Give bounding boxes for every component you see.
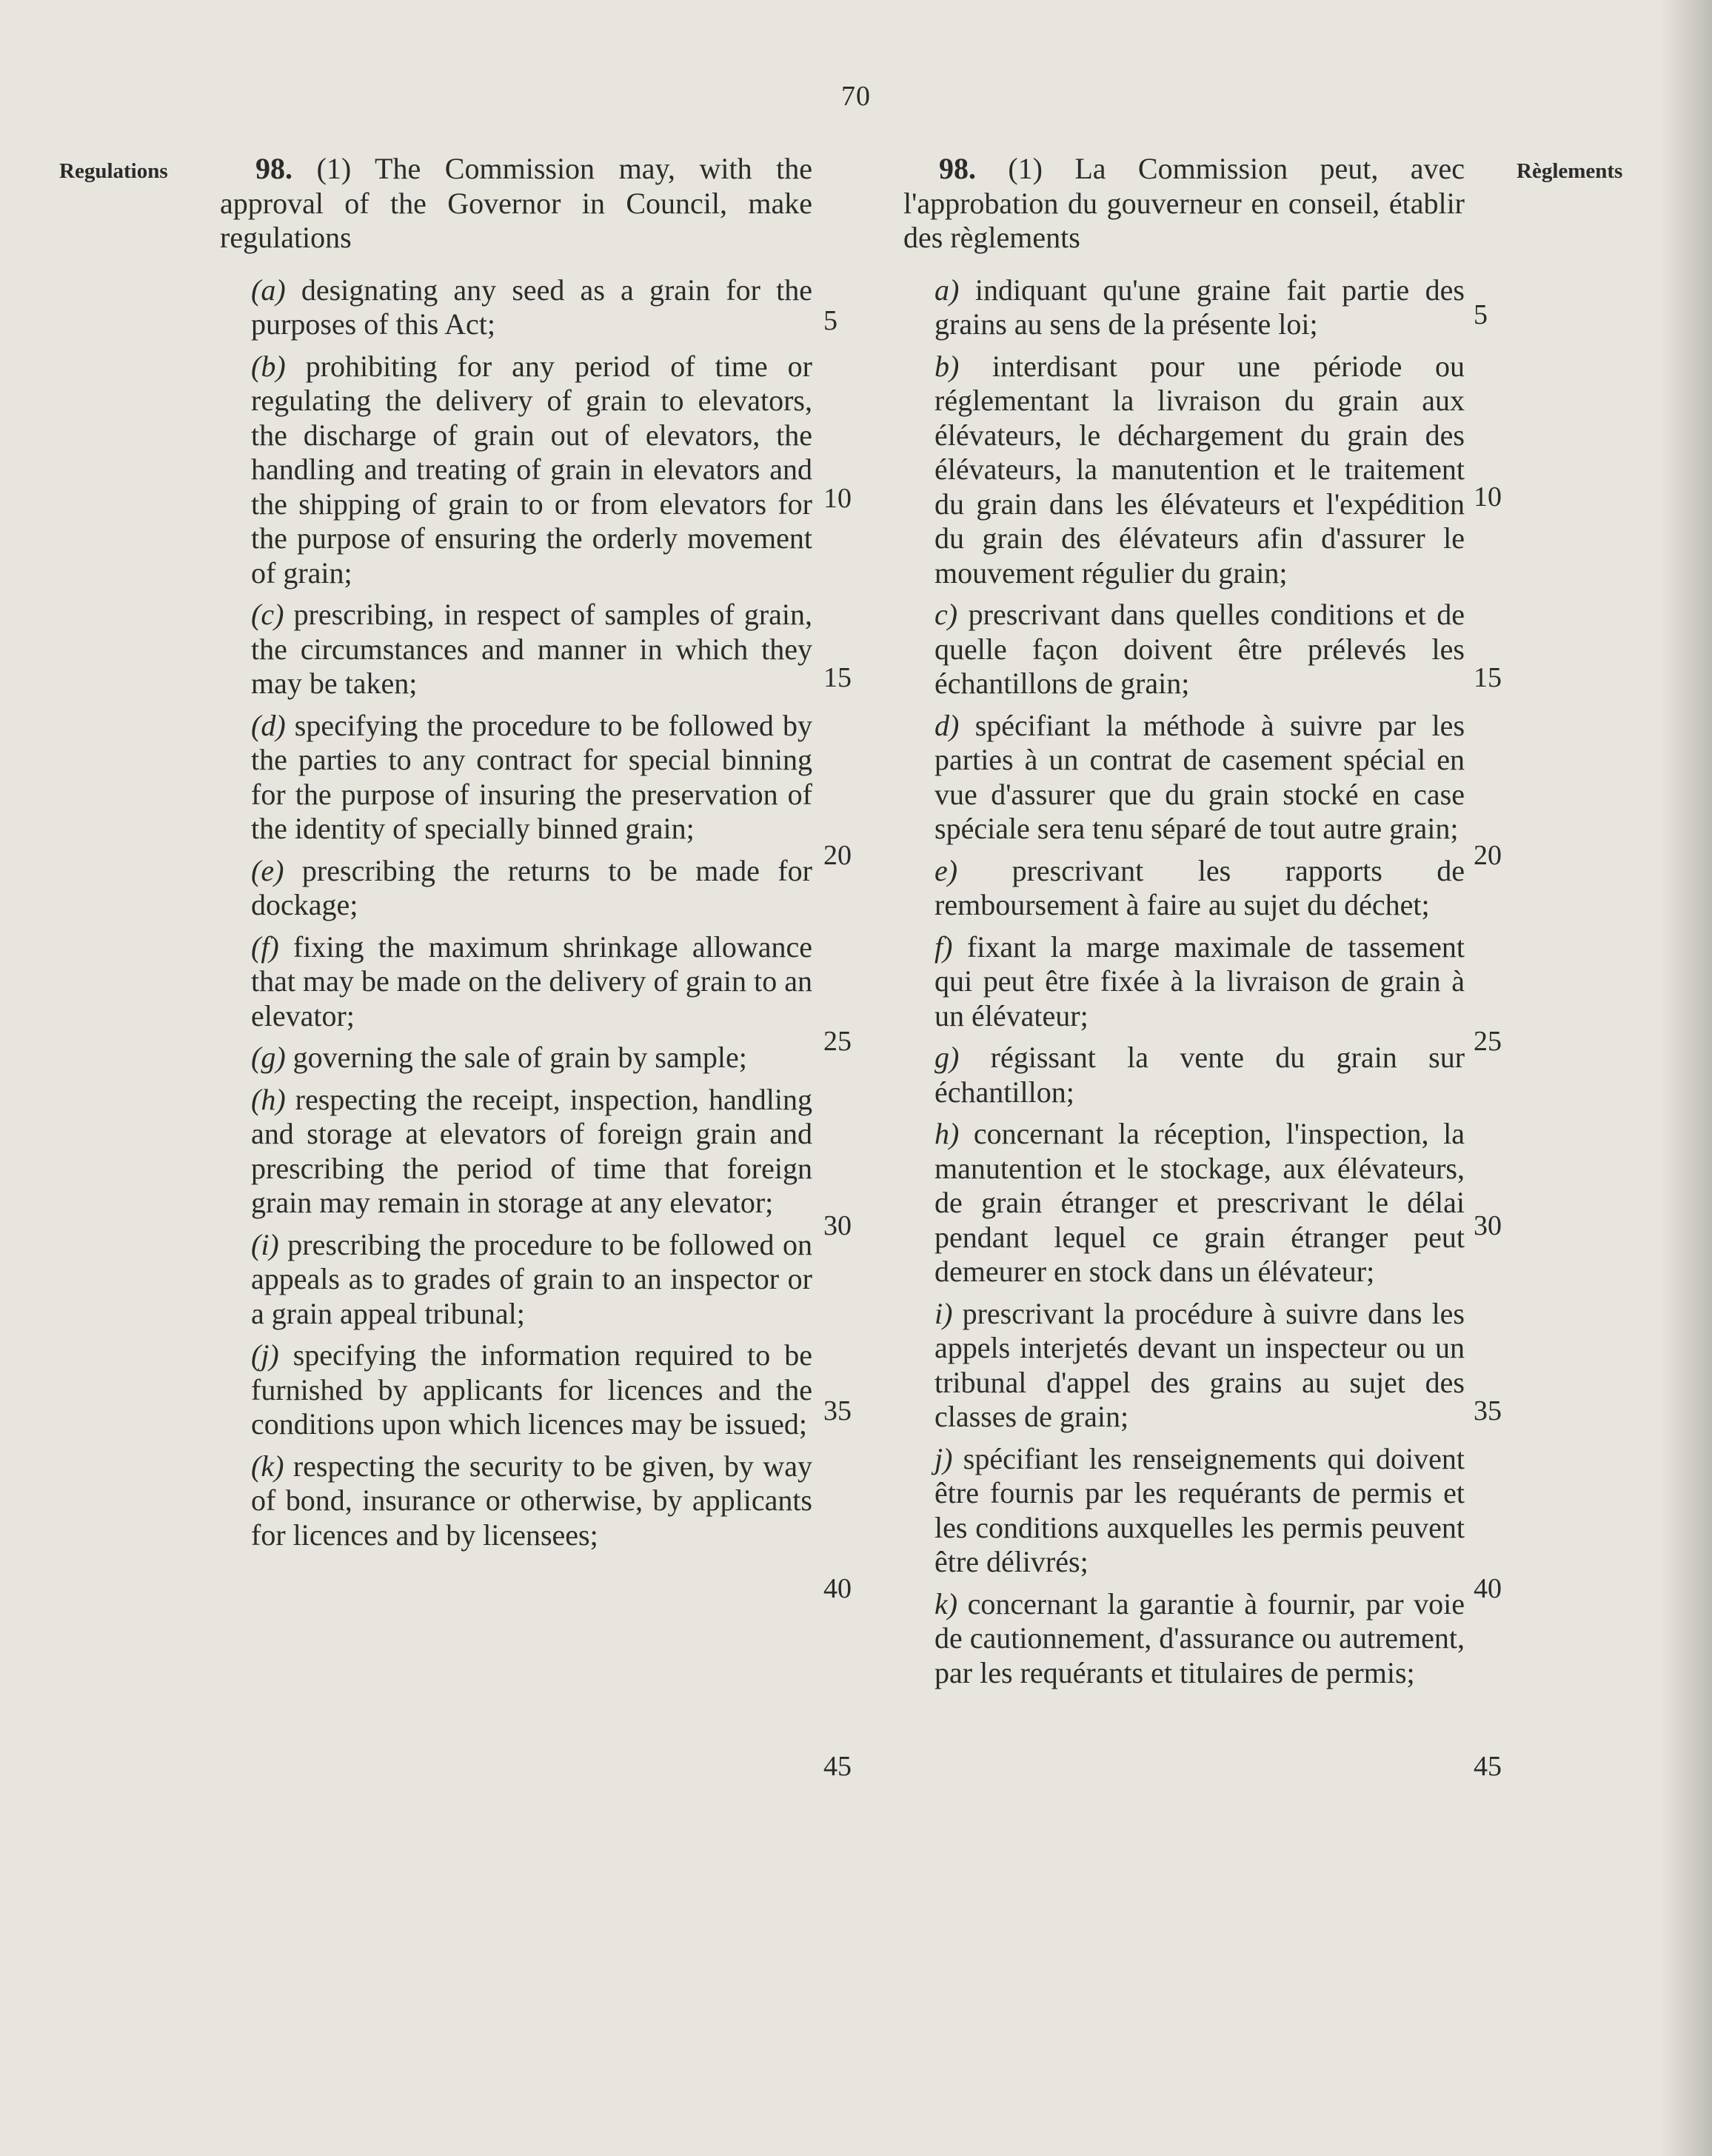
french-item: g) régissant la vente du grain sur échantillon; (934, 1041, 1465, 1109)
page-number: 70 (841, 81, 871, 112)
english-line-number: 30 (823, 1210, 852, 1241)
english-item: (g) governing the sale of grain by sample; (251, 1041, 747, 1074)
french-item: a) indiquant qu'une graine fait partie des grains au sens de la présente loi; (934, 273, 1465, 341)
french-line-number: 30 (1474, 1210, 1502, 1241)
english-item: (i) prescribing the procedure to be followed on appeals as to grades of grain to an inspector or a grain appeal tribunal; (251, 1227, 813, 1330)
english-line-number: 45 (823, 1751, 852, 1782)
english-intro-text: (1) The Commission may, with the approval of the Governor in Council, make regulations (220, 152, 812, 254)
margin-note-right: Règlements (1517, 159, 1623, 183)
french-item: e) prescrivant les rapports de remboursement à faire au sujet du déchet; (934, 853, 1465, 921)
french-intro-text: (1) La Commission peut, avec l'approbation du gouverneur en conseil, établir des règlements (903, 152, 1465, 254)
english-item: (c) prescribing, in respect of samples of grain, the circumstances and manner in which they may be taken; (251, 598, 813, 700)
page-edge-shadow (1660, 0, 1712, 2156)
french-item: f) fixant la marge maximale de tassement qui peut être fixée à la livraison de grain à un élévateur; (934, 930, 1465, 1032)
english-line-number: 35 (823, 1395, 852, 1426)
french-item: h) concernant la réception, l'inspection, la manutention et le stockage, aux élévateurs, de grain étranger et prescrivant le délai pendant lequel ce grain étranger peut demeurer en stock dans un élévateur; (934, 1117, 1465, 1288)
english-line-number: 10 (823, 483, 852, 514)
english-line-number: 40 (823, 1573, 852, 1604)
french-item: c) prescrivant dans quelles conditions et de quelle façon doivent être prélevés les échantillons de grain; (934, 598, 1465, 700)
french-line-number: 40 (1474, 1573, 1502, 1604)
french-line-number: 45 (1474, 1751, 1502, 1782)
french-line-number: 10 (1474, 481, 1502, 513)
french-item: j) spécifiant les renseignements qui doivent être fournis par les requérants de permis et les conditions auxquelles les permis peuvent être délivrés; (934, 1441, 1465, 1578)
english-section-number: 98. (255, 152, 292, 185)
english-item: (f) fixing the maximum shrinkage allowance that may be made on the delivery of grain to an elevator; (251, 930, 813, 1032)
english-item: (b) prohibiting for any period of time or regulating the delivery of grain to elevators, the discharge of grain out of elevators, the handling and treating of grain in elevators and the shipping of grain to or from elevators for the purpose of ensuring the orderly movement of grain; (251, 349, 813, 590)
french-section-number: 98. (939, 152, 976, 185)
english-item: (e) prescribing the returns to be made for dockage; (251, 853, 813, 921)
french-line-number: 5 (1474, 299, 1488, 330)
english-line-number: 25 (823, 1026, 852, 1057)
french-item: d) spécifiant la méthode à suivre par les parties à un contrat de casement spécial en vue d'assurer que du grain stocké en case spéciale sera tenu séparé de tout autre grain; (934, 708, 1465, 845)
french-line-number: 20 (1474, 840, 1502, 871)
french-column (903, 152, 1465, 1698)
english-item: (j) specifying the information required to be furnished by applicants for licences and the conditions upon which licences may be issued; (251, 1338, 813, 1441)
english-item: (k) respecting the security to be given, by way of bond, insurance or otherwise, by applicants for licences and by licensees; (251, 1449, 812, 1552)
english-line-number: 5 (823, 305, 837, 336)
french-section-intro (903, 152, 1465, 256)
english-section-intro (220, 152, 812, 256)
english-line-number: 20 (823, 840, 852, 871)
english-item: (a) designating any seed as a grain for the purposes of this Act; (251, 273, 812, 341)
english-item: (h) respecting the receipt, inspection, handling and storage at elevators of foreign grain and prescribing the period of time that foreign grain may remain in storage at any elevator; (251, 1082, 812, 1219)
english-item: (d) specifying the procedure to be followed by the parties to any contract for special binning for the purpose of insuring the preservation of the identity of specially binned grain; (251, 708, 813, 845)
french-line-number: 25 (1474, 1026, 1502, 1057)
french-line-number: 15 (1474, 662, 1502, 693)
french-item: b) interdisant pour une période ou réglementant la livraison du grain aux élévateurs, le déchargement du grain des élévateurs, la manutention et le traitement du grain dans les élévateurs et l'expédition du grain des élévateurs afin d'assurer le mouvement régulier du grain; (934, 349, 1465, 590)
english-line-number: 15 (823, 662, 852, 693)
margin-note-left: Regulations (59, 159, 168, 183)
french-line-number: 35 (1474, 1395, 1502, 1426)
french-item: k) concernant la garantie à fournir, par voie de cautionnement, d'assurance ou autrement, par les requérants et titulaires de permis; (934, 1586, 1465, 1689)
english-column (220, 152, 812, 1560)
french-item: i) prescrivant la procédure à suivre dans les appels interjetés devant un inspecteur ou un tribunal d'appel des grains au sujet des classes de grain; (934, 1296, 1465, 1433)
